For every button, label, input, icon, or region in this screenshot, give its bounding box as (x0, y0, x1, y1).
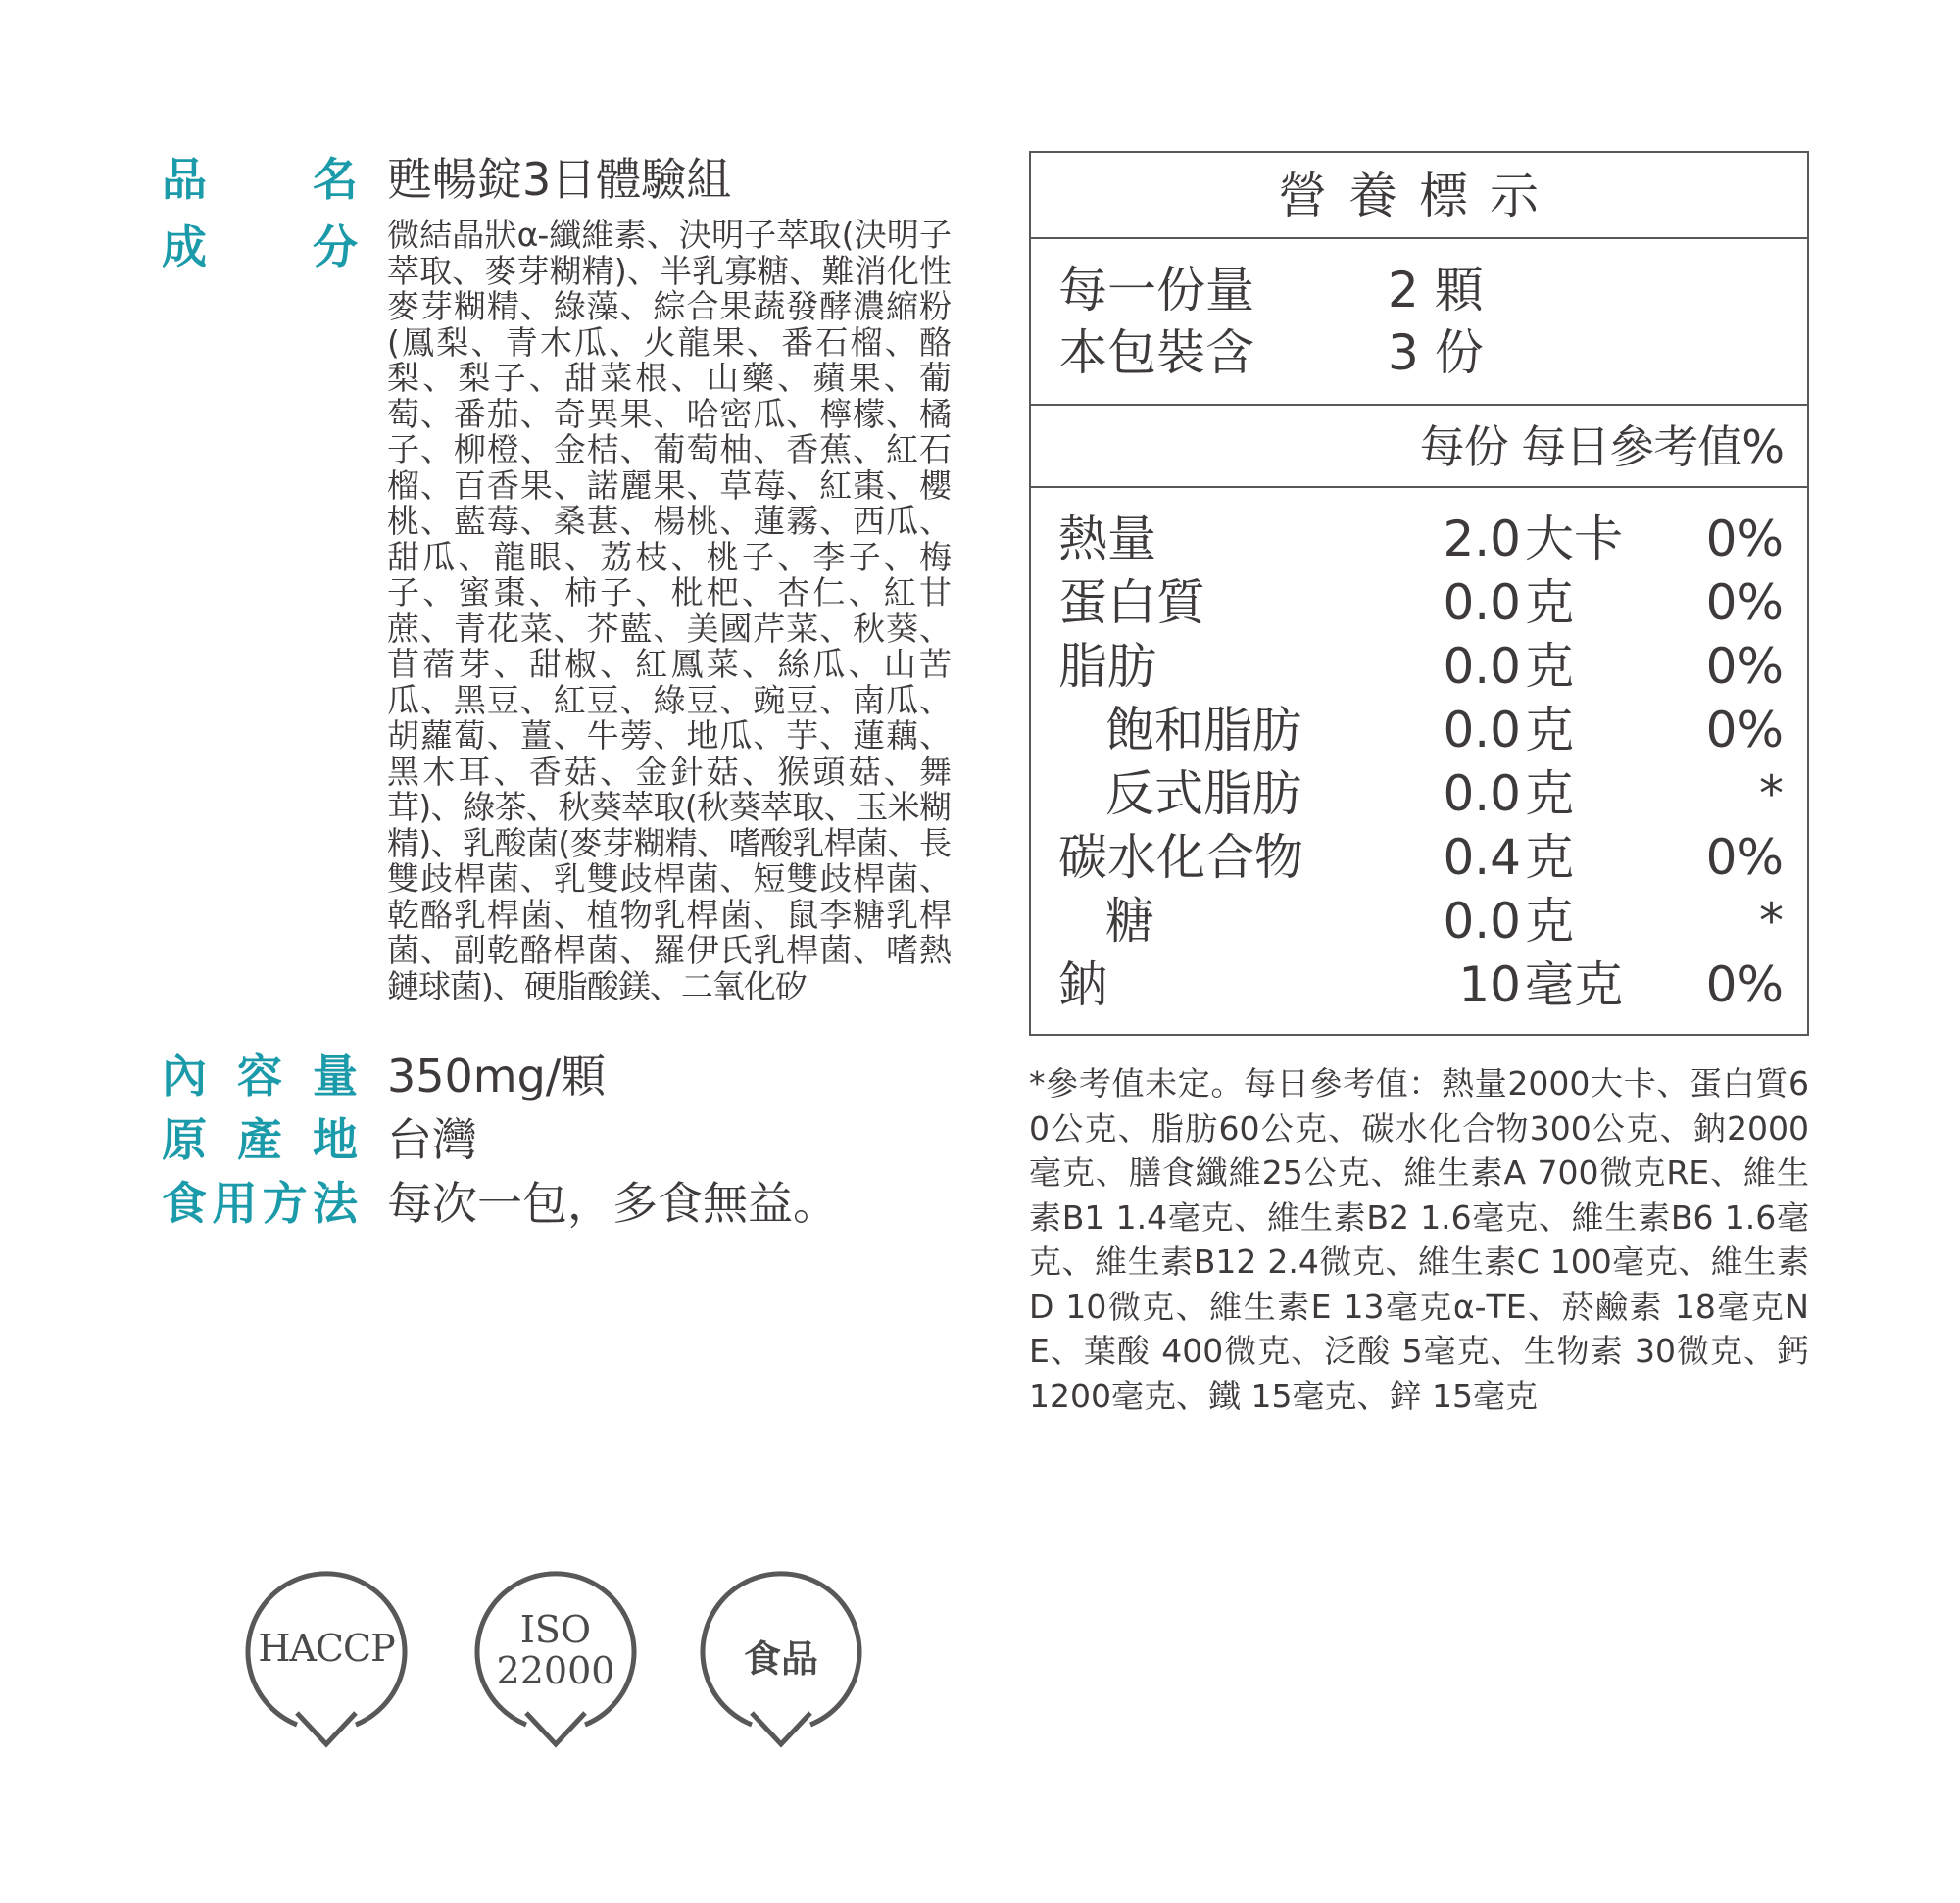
usage-row (162, 1174, 838, 1233)
nutrient-row-trans-fat (1031, 762, 1807, 826)
nutrient-name: 糖 (1105, 893, 1154, 950)
serving-size-value: 2 顆 (1388, 262, 1484, 318)
nutrient-unit: 克 (1525, 893, 1574, 950)
servings-per-package-label: 本包裝含 (1058, 324, 1254, 381)
nutrient-row-sugar (1031, 890, 1807, 953)
nutrient-name: 蛋白質 (1058, 574, 1205, 631)
usage-value: 每次一包，多食無益。 (387, 1177, 838, 1230)
content-value: 350mg/顆 (387, 1049, 607, 1102)
ingredients-row (162, 218, 951, 1004)
label-char: 地 (313, 1113, 358, 1166)
nutrient-unit: 克 (1525, 765, 1574, 822)
nutrient-row-carbohydrate (1031, 826, 1807, 890)
label-char: 用 (212, 1177, 258, 1230)
label-char: 分 (313, 220, 358, 273)
ingredients-label (162, 218, 358, 276)
nutrient-name: 鈉 (1058, 956, 1107, 1013)
nutrient-amount: 0.0 (1443, 574, 1521, 631)
food-badge (698, 1568, 864, 1764)
nutrient-unit: 克 (1525, 702, 1574, 758)
content-label (162, 1047, 358, 1105)
usage-label (162, 1174, 358, 1233)
nutrient-amount: 0.0 (1443, 893, 1521, 950)
nutrient-daily-pct: 0% (1705, 956, 1784, 1013)
servings-per-package-row (1058, 321, 1807, 384)
label-char: 方 (262, 1177, 308, 1230)
nutrient-unit: 克 (1525, 638, 1574, 695)
nutrition-table (1029, 151, 1809, 1036)
haccp-text: HACCP (258, 1627, 395, 1670)
origin-row (162, 1110, 477, 1169)
nutrient-daily-pct: * (1759, 765, 1784, 822)
servings-per-package-value: 3 份 (1388, 324, 1484, 381)
nutrient-daily-pct: * (1759, 893, 1784, 950)
nutrient-amount: 0.0 (1443, 702, 1521, 758)
nutrient-name: 熱量 (1058, 511, 1156, 567)
label-char: 名 (313, 153, 358, 206)
nutrient-unit: 毫克 (1525, 956, 1623, 1013)
content-row (162, 1047, 606, 1105)
origin-label (162, 1110, 358, 1169)
label-char: 內 (162, 1049, 207, 1102)
label-char: 法 (312, 1177, 358, 1230)
iso-text (472, 1609, 639, 1691)
label-char: 產 (237, 1113, 282, 1166)
nutrition-rows (1031, 488, 1807, 1017)
serving-size-row (1058, 259, 1807, 321)
product-name-label (162, 150, 358, 209)
haccp-badge (243, 1568, 410, 1764)
nutrient-amount: 0.4 (1443, 829, 1521, 886)
label-char: 容 (237, 1049, 282, 1102)
nutrient-daily-pct: 0% (1705, 638, 1784, 695)
food-text: 食品 (743, 1636, 818, 1681)
nutrient-name: 碳水化合物 (1058, 829, 1303, 886)
nutrient-amount: 2.0 (1443, 511, 1521, 567)
nutrition-column-header: 每份 每日參考值% (1031, 406, 1807, 488)
nutrient-row-sodium (1031, 953, 1807, 1017)
nutrient-name: 反式脂肪 (1105, 765, 1301, 822)
nutrient-daily-pct: 0% (1705, 829, 1784, 886)
iso-badge (472, 1568, 639, 1764)
nutrient-row-protein (1031, 571, 1807, 635)
nutrient-row-energy (1031, 508, 1807, 571)
label-char: 食 (162, 1177, 207, 1230)
serving-section (1031, 239, 1807, 406)
nutrient-name: 飽和脂肪 (1105, 702, 1301, 758)
nutrition-title: 營養標示 (1031, 153, 1807, 239)
nutrient-row-saturated-fat (1031, 699, 1807, 762)
nutrient-amount: 0.0 (1443, 638, 1521, 695)
label-char: 量 (313, 1049, 358, 1102)
nutrient-amount: 0.0 (1443, 765, 1521, 822)
product-name: 甦暢錠3日體驗組 (387, 153, 732, 206)
ingredients-text: 微結晶狀α-纖維素、決明子萃取(決明子萃取、麥芽糊精)、半乳寡糖、難消化性麥芽糊精、綠藻、綜合果蔬發酵濃縮粉(鳳梨、青木瓜、火龍果、番石榴、酪梨、梨子、甜菜根、山藥、蘋果、葡萄、番茄、奇異果、哈密瓜、檸檬、橘子、柳橙、金桔、葡萄柚、香蕉、紅石榴、百香果、諾麗果、草莓、紅棗、櫻桃、藍莓、桑葚、楊桃、蓮霧、西瓜、甜瓜、龍眼、荔枝、桃子、李子、梅子、蜜棗、柿子、枇杷、杏仁、紅甘蔗、青花菜、芥藍、美國芹菜、秋葵、苜蓿芽、甜椒、紅鳳菜、絲瓜、山苦瓜、黑豆、紅豆、綠豆、豌豆、南瓜、胡蘿蔔、薑、牛蒡、地瓜、芋、蓮藕、黑木耳、香菇、金針菇、猴頭菇、舞茸)、綠茶、秋葵萃取(秋葵萃取、玉米糊精)、乳酸菌(麥芽糊精、嗜酸乳桿菌、長雙歧桿菌、乳雙歧桿菌、短雙歧桿菌、乾酪乳桿菌、植物乳桿菌、鼠李糖乳桿菌、副乾酪桿菌、羅伊氏乳桿菌、嗜熱鏈球菌)、硬脂酸鎂、二氧化矽 (387, 216, 951, 1005)
iso-line2: 22000 (496, 1649, 615, 1692)
iso-line1: ISO (519, 1608, 592, 1651)
label-char: 原 (162, 1113, 207, 1166)
serving-size-label: 每一份量 (1058, 262, 1254, 318)
origin-value: 台灣 (387, 1113, 477, 1166)
label-char: 品 (162, 153, 207, 206)
nutrient-unit: 克 (1525, 829, 1574, 886)
nutrient-daily-pct: 0% (1705, 574, 1784, 631)
label-char: 成 (162, 220, 207, 273)
nutrient-name: 脂肪 (1058, 638, 1156, 695)
nutrient-unit: 大卡 (1525, 511, 1623, 567)
daily-reference-footnote: *參考值未定。每日參考值：熱量2000大卡、蛋白質60公克、脂肪60公克、碳水化合物300公克、鈉2000毫克、膳食纖維25公克、維生素A 700微克RE、維生素B1 1.4毫克、維生素B2 1.6毫克、維生素B6 1.6毫克、維生素B12 2.4微克、維生素C 100毫克、維生素D 10微克、維生素E 13毫克α-TE、菸鹼素 18毫克NE、葉酸 400微克、泛酸 5毫克、生物素 30微克、鈣 1200毫克、鐵 15毫克、鋅 15毫克 (1029, 1064, 1809, 1415)
nutrient-unit: 克 (1525, 574, 1574, 631)
nutrient-daily-pct: 0% (1705, 702, 1784, 758)
nutrient-amount: 10 (1458, 956, 1521, 1013)
product-name-row (162, 150, 731, 209)
nutrient-daily-pct: 0% (1705, 511, 1784, 567)
nutrient-row-fat (1031, 635, 1807, 699)
